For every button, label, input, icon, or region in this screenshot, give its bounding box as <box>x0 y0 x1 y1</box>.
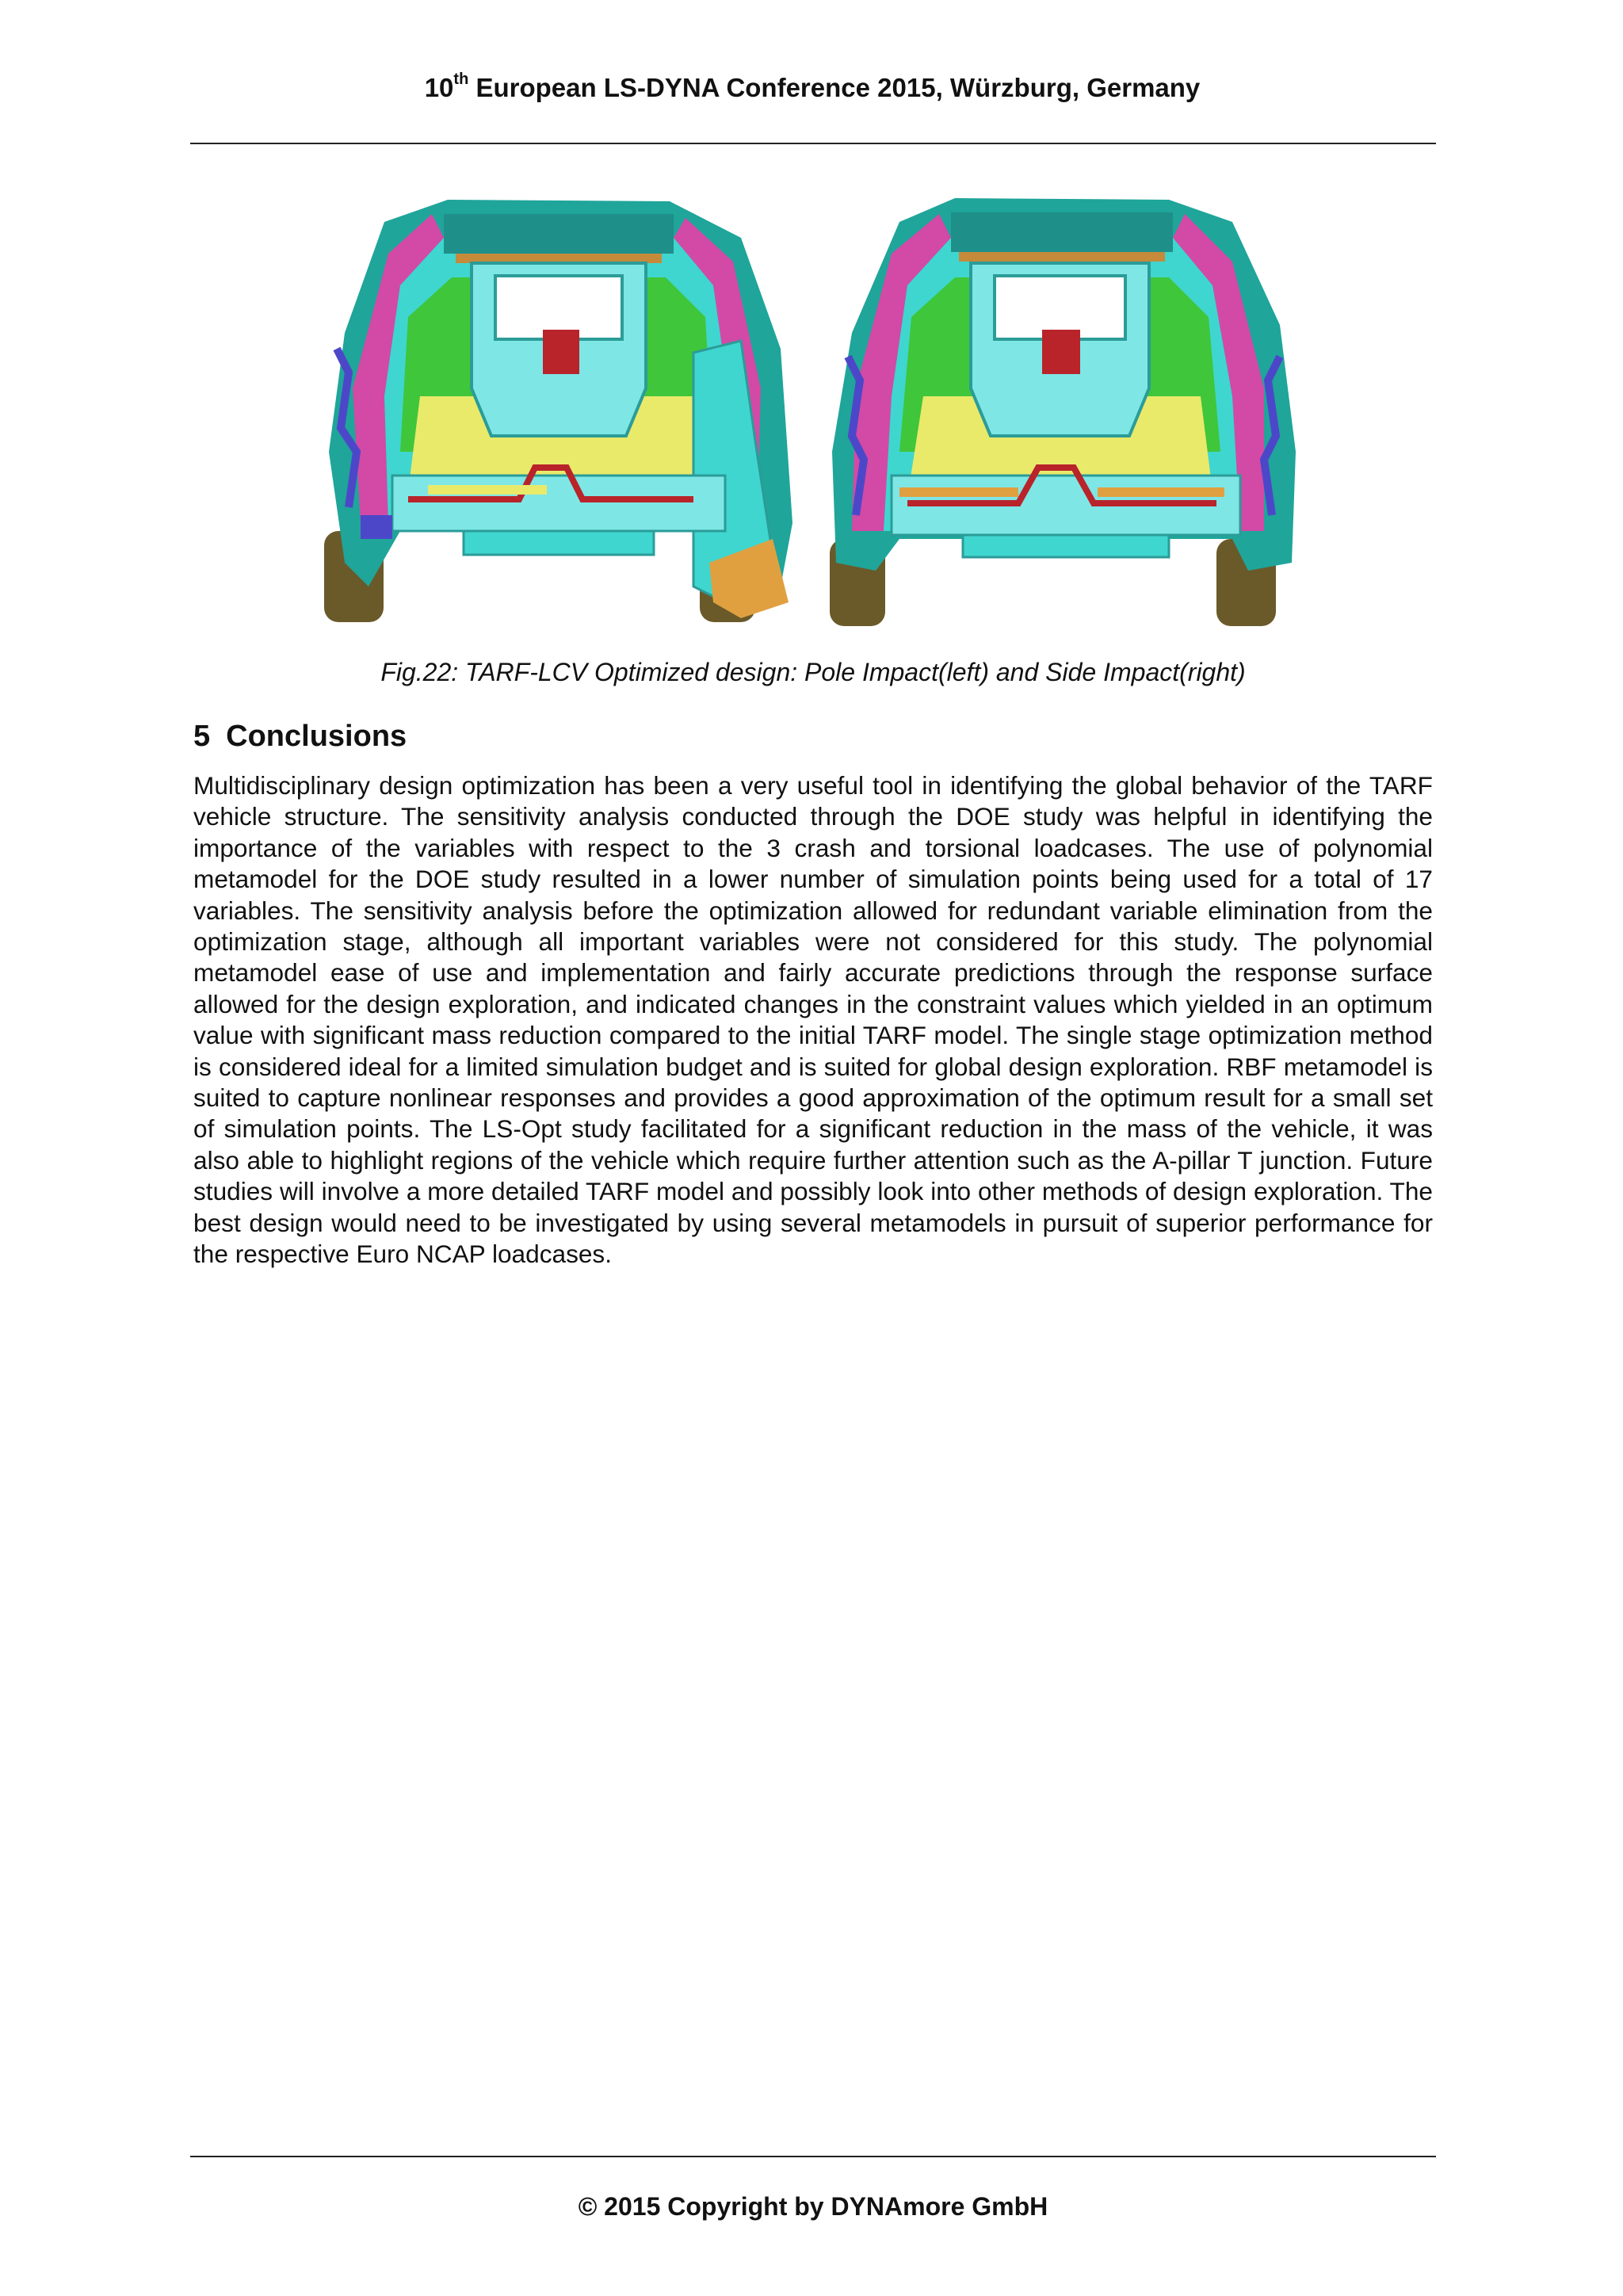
red-bracket <box>1042 330 1080 374</box>
left-blue-bracket <box>361 515 392 539</box>
lower-rear-panel <box>963 535 1169 557</box>
figure-caption: Fig.22: TARF-LCV Optimized design: Pole Impact(left) and Side Impact(right) <box>380 658 1246 686</box>
header-prefix: 10 <box>424 73 454 102</box>
section-title: Conclusions <box>226 720 407 753</box>
red-bracket <box>543 330 579 374</box>
footer-rule <box>190 2156 1436 2157</box>
bumper-reinforcement-right <box>1098 487 1224 497</box>
section-heading <box>193 720 407 754</box>
copyright-footer: © 2015 Copyright by DYNAmore GmbH <box>578 2192 1048 2221</box>
bumper-reinforcement-left <box>899 487 1018 497</box>
roof-bar <box>951 212 1173 252</box>
section-number: 5 <box>193 720 211 753</box>
header-superscript: th <box>453 71 469 88</box>
figure-22 <box>313 190 1312 634</box>
bumper-reinforcement <box>428 485 547 495</box>
side-impact-model-image <box>820 190 1312 634</box>
header-suffix: European LS-DYNA Conference 2015, Würzburg, Germany <box>468 73 1201 102</box>
running-header <box>190 73 1434 103</box>
rear-crossmember <box>392 476 725 531</box>
roof-crossmember <box>959 252 1165 262</box>
pole-impact-model-image <box>313 190 804 634</box>
lower-rear-panel <box>464 531 654 555</box>
roof-bar <box>444 214 674 254</box>
header-rule <box>190 143 1436 144</box>
conclusions-paragraph: Multidisciplinary design optimization has been a very useful tool in identifying the global behavior of the TARF vehicle structure. The sensitivity analysis conducted through the DOE study was helpful in identifying the importance of the variables with respect to the 3 crash and torsional loadcases. The use of polynomial metamodel for the DOE study resulted in a lower number of simulation points being used for a total of 17 variables. The sensitivity analysis before the optimization allowed for redundant variable elimination from the optimization stage, although all important variables were not considered for this study. The polynomial metamodel ease of use and implementation and fairly accurate predictions through the response surface allowed for the design exploration, and indicated changes in the constraint values which yielded in an optimum value with significant mass reduction compared to the initial TARF model. The single stage optimization method is considered ideal for a limited simulation budget and is suited for global design exploration. RBF metamodel is suited to capture nonlinear responses and provides a good approximation of the optimum result for a small set of simulation points. The LS-Opt study facilitated for a significant reduction in the mass of the vehicle, it was also able to highlight regions of the vehicle which require further attention such as the A-pillar T junction. Future studies will involve a more detailed TARF model and possibly look into other methods of design exploration. The best design would need to be investigated by using several metamodels in pursuit of superior performance for the respective Euro NCAP loadcases. <box>193 771 1433 1269</box>
